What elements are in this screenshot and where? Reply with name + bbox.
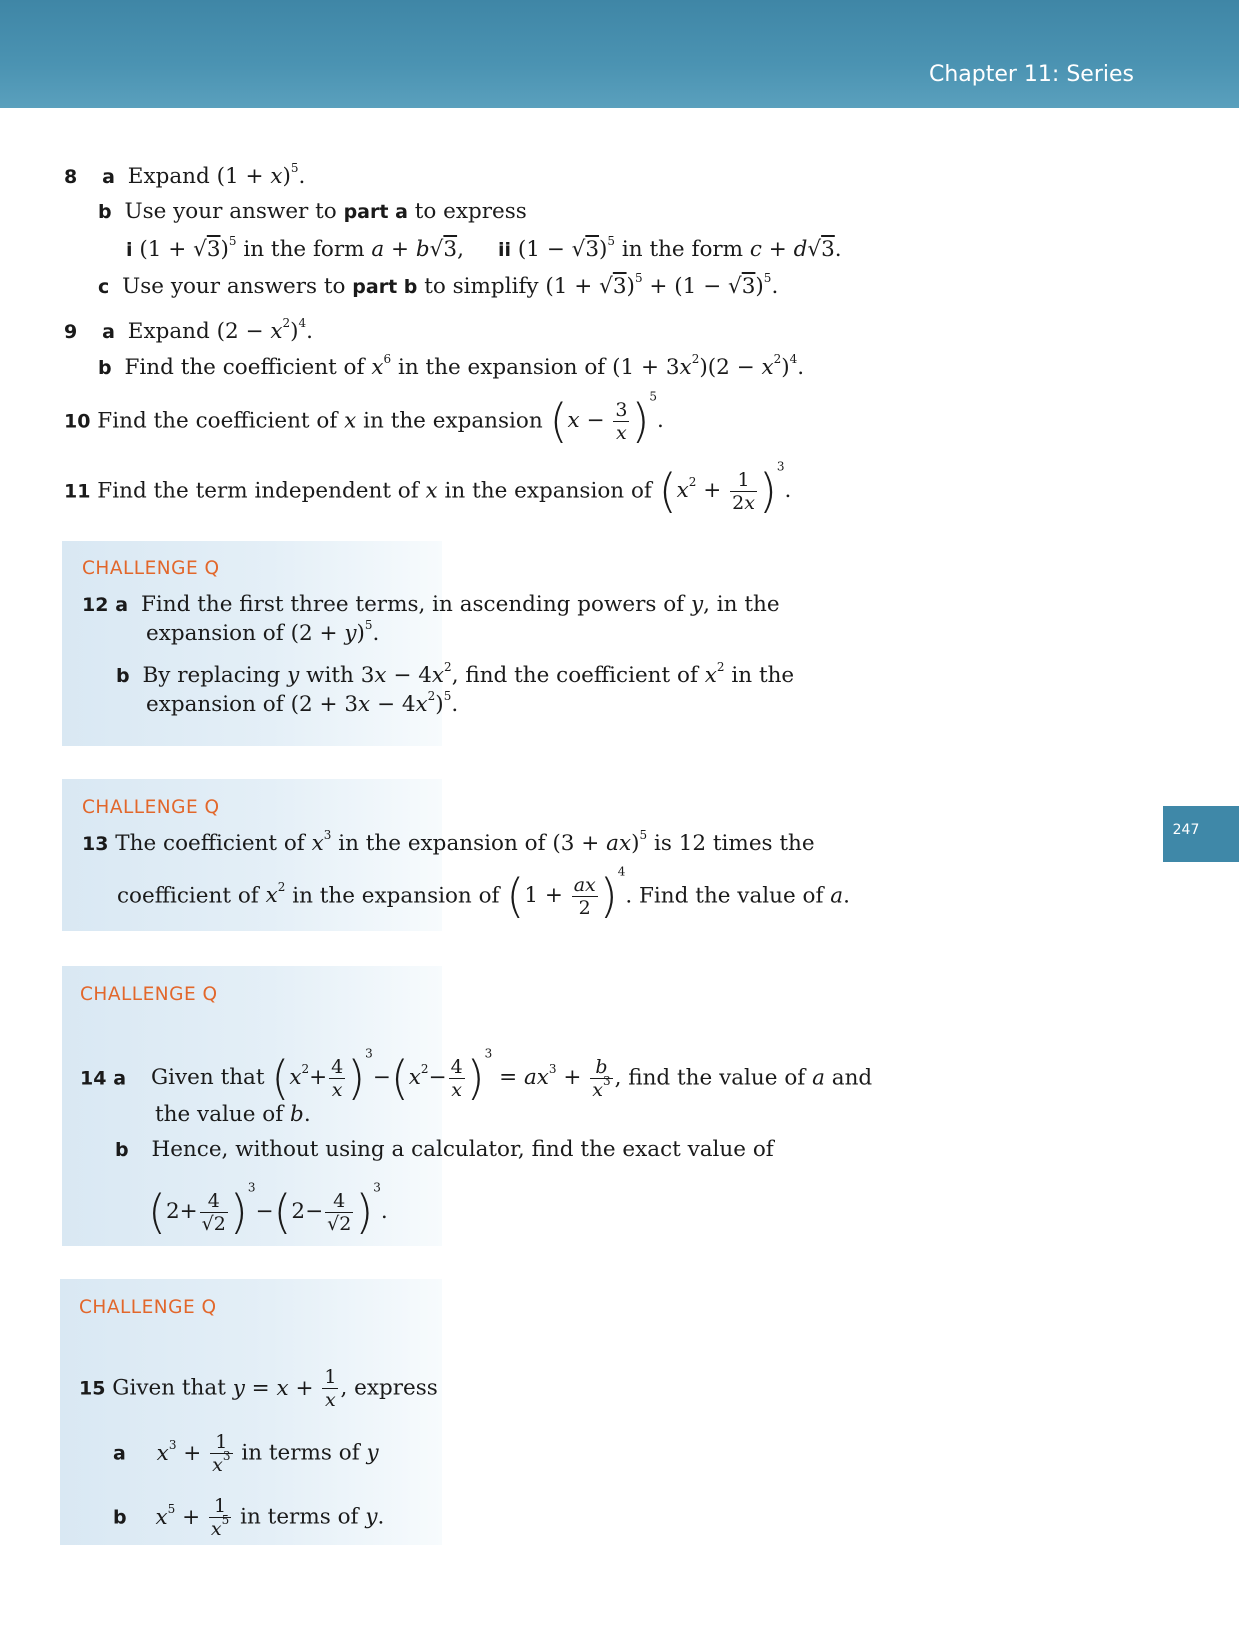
part-text: , find the coefficient of	[451, 663, 698, 688]
q15	[79, 1366, 438, 1411]
question-number: 9	[64, 321, 78, 343]
question-text: in the expansion of	[444, 478, 652, 504]
math-expression: (2+ $\frac{4}{√2}$ )$^3$−(2− $\frac{4}{√2}$ )$^3$.	[148, 1181, 388, 1240]
q8-part-b	[98, 198, 527, 226]
q14-part-b	[115, 1136, 774, 1164]
question-text: in the expansion	[363, 408, 543, 434]
q8-part-b-ii	[498, 236, 842, 264]
part-text: Find the coefficient of	[124, 355, 365, 380]
question-text: in the expansion of	[292, 883, 500, 909]
math-expression: $x^2$	[704, 660, 725, 688]
math-expression: $(2 + y)^5$.	[290, 618, 380, 646]
challenge-label: CHALLENGE Q	[82, 797, 220, 818]
subpart-label: i	[126, 239, 133, 261]
math-expression: $x^6$	[371, 352, 392, 380]
part-text: expansion of	[146, 692, 284, 717]
part-text: in terms of	[241, 1440, 360, 1466]
question-number: 10	[64, 410, 91, 433]
question-text: Given that	[112, 1375, 226, 1401]
math-expression: $3x - 4x^2$	[360, 660, 452, 688]
part-label: a	[102, 321, 115, 343]
part-text: Given that	[150, 1065, 265, 1091]
challenge-label: CHALLENGE Q	[80, 984, 218, 1005]
math-expression: (1 + $\frac{ax}{2}$ )$^4$	[506, 865, 626, 924]
part-text: in the form	[621, 237, 744, 262]
part-text: and	[831, 1065, 873, 1091]
part-text: in terms of	[240, 1504, 359, 1530]
part-label: b	[98, 201, 112, 223]
bold-reference: part a	[343, 201, 408, 223]
challenge-label: CHALLENGE Q	[79, 1297, 217, 1318]
part-label: b	[115, 1139, 129, 1161]
q15-part-b: b $x^5$ + $\frac{1}{x^5}$ in terms of y.	[113, 1495, 385, 1540]
math-expression: c + d√3.	[749, 237, 842, 262]
question-text: . Find the value of	[625, 883, 824, 909]
q14-part-b-expression	[148, 1181, 388, 1240]
part-label: a	[113, 1442, 126, 1465]
page-number-tab	[1163, 806, 1239, 862]
q14-part-a: 14 a Given that ($x^2+$ $\frac{4}{x}$ )$^3-(x^2-$ $\frac{4}{x}$ )$^3 = ax^3$ + $\frac{b}{x^3}$ , find the value of a and	[80, 1047, 873, 1106]
part-text: to express	[414, 199, 527, 224]
question-number: 14	[80, 1067, 107, 1090]
q8-part-c	[98, 273, 778, 301]
math-expression: $x^2$	[265, 880, 286, 909]
question-number: 12	[82, 594, 109, 616]
question-text: Find the coefficient of	[97, 408, 338, 434]
q13-line2: coefficient of $x^2$ in the expansion of (1 + $\frac{ax}{2}$ )$^4$. Find the value of a.	[117, 865, 850, 924]
part-text: Use your answer to	[124, 199, 337, 224]
part-text: Hence, without using a calculator, find the exact value of	[151, 1137, 774, 1162]
q15-part-a: a $x^3$ + $\frac{1}{x^3}$ in terms of y	[113, 1431, 379, 1476]
part-text: in the	[731, 663, 795, 688]
q13-line1	[82, 830, 815, 858]
part-label: a	[115, 594, 129, 616]
question-number: 15	[79, 1377, 106, 1400]
part-text: Expand	[127, 164, 210, 189]
subpart-label: ii	[498, 239, 512, 261]
q10: 10 Find the coefficient of x in the expansion (x − $\frac{3}{x}$ )$^5$.	[64, 390, 664, 449]
math-expression: $(2 + 3x - 4x^2)^5$.	[290, 689, 459, 717]
math-expression: $x^3$ + $\frac{1}{x^3}$	[156, 1431, 231, 1476]
part-text: , in the	[703, 592, 780, 617]
math-expression: $x^5$ + $\frac{1}{x^5}$	[155, 1495, 230, 1540]
question-number: 13	[82, 833, 109, 855]
q12-part-b-line2	[146, 691, 458, 719]
question-text: The coefficient of	[115, 831, 305, 856]
part-text: , find the value of	[614, 1065, 806, 1091]
question-text: coefficient of	[117, 883, 259, 909]
header-band	[0, 0, 1239, 108]
math-expression: y = x + $\frac{1}{x}$	[232, 1366, 337, 1411]
part-text: By replacing	[142, 663, 281, 688]
math-expression: ($x^2+$ $\frac{4}{x}$ )$^3-(x^2-$ $\frac{4}{x}$ )$^3 = ax^3$ + $\frac{b}{x^3}$	[271, 1047, 611, 1106]
part-text: Find the first three terms, in ascending powers of	[140, 592, 685, 617]
math-expression: a + b√3,	[371, 237, 464, 262]
q14-part-a-line2: the value of b.	[155, 1102, 311, 1127]
part-label: c	[98, 276, 110, 298]
part-text: with	[306, 663, 354, 688]
page-number: 247	[1172, 822, 1200, 838]
math-expression: $x^3$	[311, 828, 332, 856]
part-label: a	[113, 1067, 127, 1090]
math-expression: $(1 + √3)^5$	[139, 234, 237, 262]
part-label: b	[98, 357, 112, 379]
math-expression: (3 + ax)$^5$	[552, 828, 648, 856]
question-text: Find the term independent of	[97, 478, 419, 504]
part-text: in the form	[243, 237, 365, 262]
question-text: is 12 times the	[653, 831, 815, 856]
q8-part-b-i	[126, 236, 464, 264]
math-expression: $(1 + √3)^5 + (1 - √3)^5$.	[545, 271, 779, 299]
math-expression: (x − $\frac{3}{x}$ )$^5$.	[549, 390, 664, 449]
q12-part-a: 12 a Find the first three terms, in ascending powers of y, in the	[82, 592, 780, 617]
part-label: b	[113, 1506, 127, 1529]
math-expression: $(1 + 3x^2)(2 - x^2)^4$.	[612, 352, 805, 380]
math-expression: $(1 - √3)^5$	[517, 234, 616, 262]
q12-part-b: b By replacing y with $3x - 4x^2$, find the coefficient of $x^2$ in the	[116, 660, 795, 688]
math-expression: $(1 + x)^5$.	[216, 161, 306, 189]
question-number: 11	[64, 480, 91, 503]
part-label: a	[102, 166, 115, 188]
math-expression: $(2 - x^2)^4$.	[216, 316, 314, 344]
q12-part-a-line2	[146, 620, 379, 648]
q9-part-b	[98, 354, 804, 382]
q8-part-a	[64, 163, 305, 191]
part-text: Expand	[127, 319, 210, 344]
q11: 11 Find the term independent of x in the expansion of ($x^2$ + $\frac{1}{2x}$ )$^3$.	[64, 460, 792, 519]
part-text: expansion of	[146, 621, 284, 646]
math-expression: ($x^2$ + $\frac{1}{2x}$ )$^3$.	[658, 460, 792, 519]
challenge-label: CHALLENGE Q	[82, 558, 220, 579]
part-text: Use your answers to	[122, 274, 346, 299]
bold-reference: part b	[352, 276, 418, 298]
part-text: to simplify	[424, 274, 539, 299]
question-number: 8	[64, 166, 78, 188]
part-text: in the expansion of	[397, 355, 606, 380]
chapter-title: Chapter 11: Series	[928, 62, 1134, 87]
q9-part-a	[64, 318, 313, 346]
part-label: b	[116, 665, 130, 687]
part-text: the value of	[155, 1102, 284, 1127]
question-text: , express	[340, 1375, 438, 1401]
question-text: in the expansion of	[338, 831, 546, 856]
